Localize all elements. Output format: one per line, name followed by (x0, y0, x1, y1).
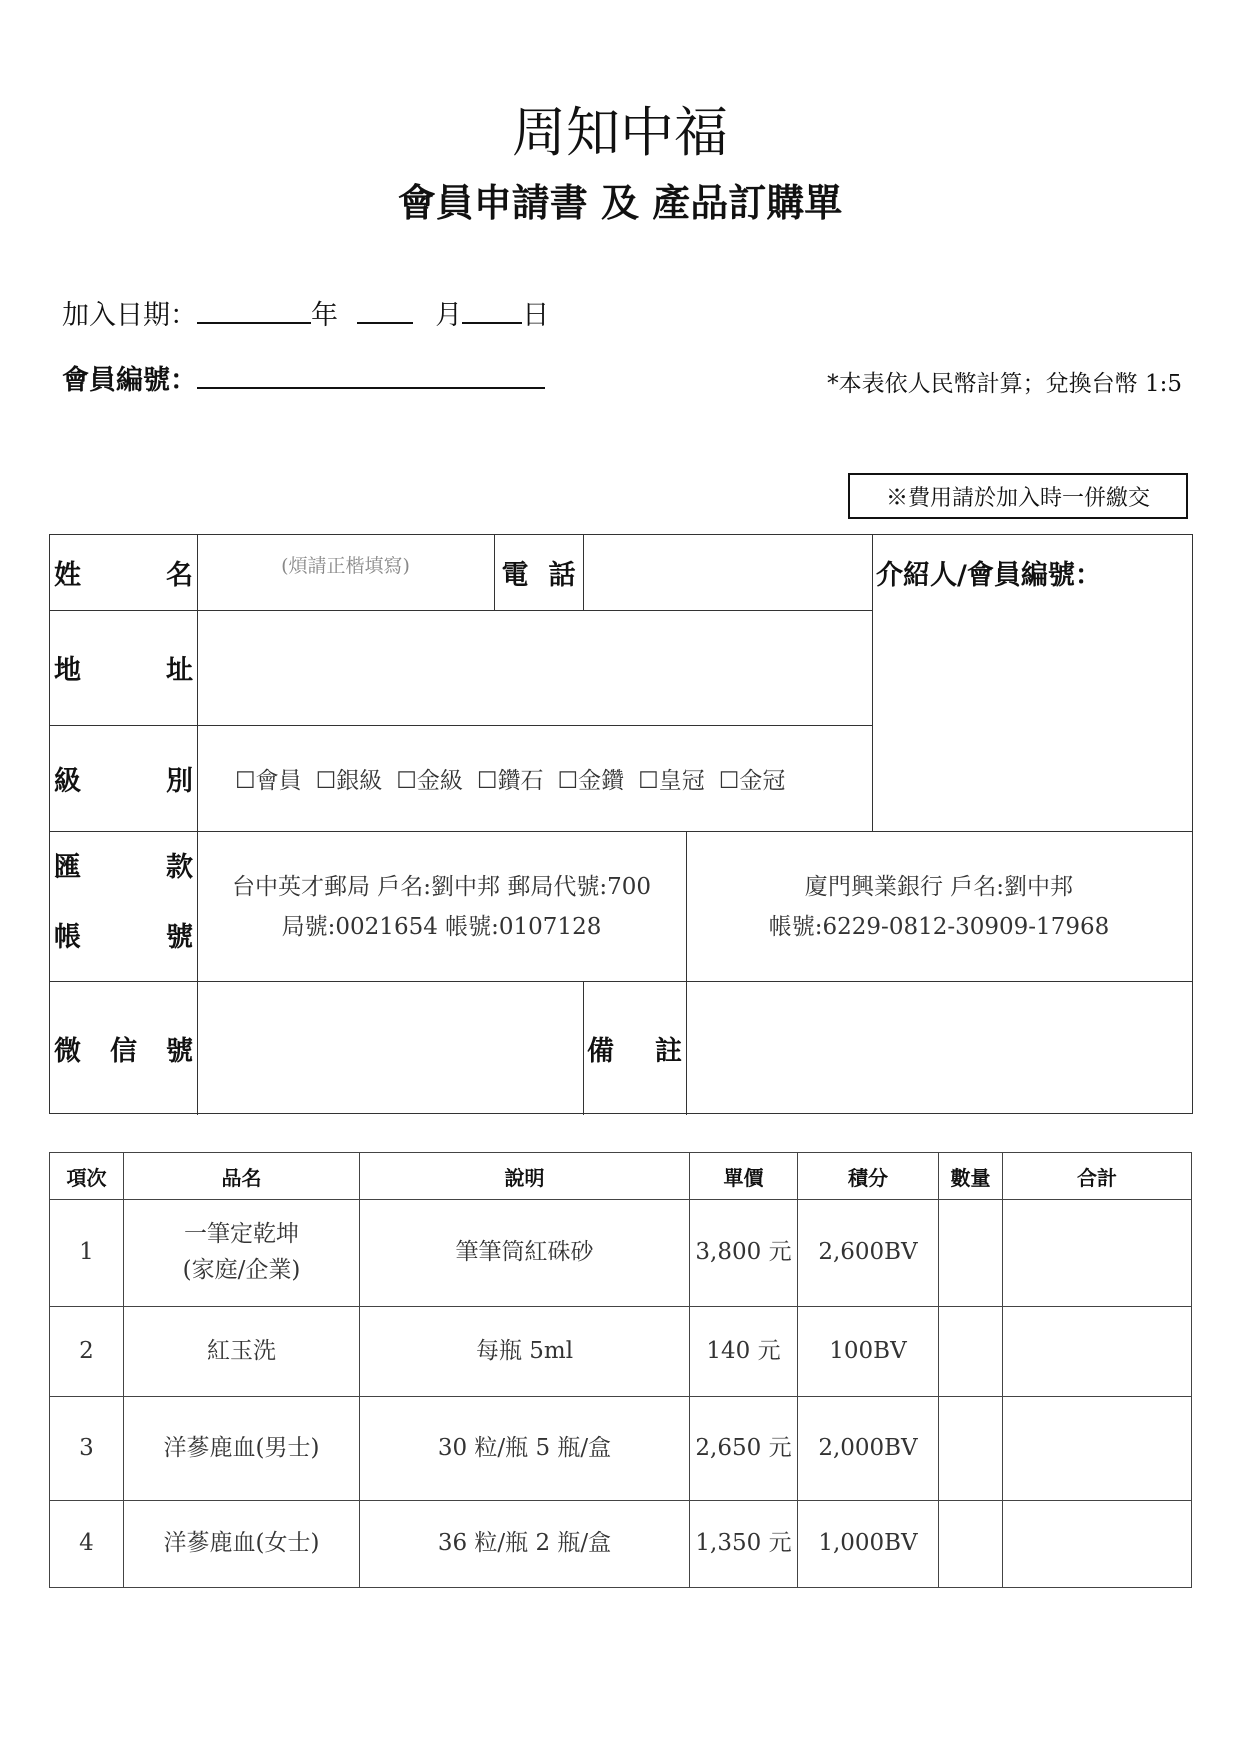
level-option-member[interactable]: ☐會員 (235, 767, 302, 794)
level-options (197, 725, 872, 831)
remark-label: 備 註 (587, 1035, 682, 1067)
name-field[interactable] (197, 535, 494, 610)
level-label: 級 別 (54, 765, 193, 797)
fee-notice-text: ※費用請於加入時一併繳交 (885, 485, 1150, 511)
year-blank[interactable] (197, 321, 311, 324)
cell-total[interactable] (1003, 1501, 1192, 1588)
wechat-field[interactable] (197, 981, 583, 1115)
remark-field[interactable] (686, 981, 1192, 1115)
cell-name: 洋蔘鹿血(女士) (124, 1501, 360, 1588)
post-office-line-2: 局號:0021654 帳號:0107128 (281, 914, 602, 940)
cell-no: 3 (50, 1397, 124, 1501)
join-date-line (62, 293, 549, 332)
cell-name: 洋蔘鹿血(男士) (124, 1397, 360, 1501)
cell-desc: 筆筆筒紅硃砂 (360, 1200, 690, 1307)
cell-no: 2 (50, 1307, 124, 1397)
referrer-field[interactable] (872, 535, 1192, 831)
cell-total[interactable] (1003, 1397, 1192, 1501)
cell-points: 2,600BV (798, 1200, 939, 1307)
cell-points: 1,000BV (798, 1501, 939, 1588)
page-title: 周知中福 (512, 101, 728, 164)
table-row (50, 1200, 1192, 1307)
cell-price: 3,800 元 (690, 1200, 798, 1307)
cell-points: 2,000BV (798, 1397, 939, 1501)
bank-line-2: 帳號:6229-0812-30909-17968 (768, 914, 1110, 940)
level-option-gold-crown[interactable]: ☐金冠 (718, 767, 786, 794)
address-field[interactable] (197, 610, 872, 725)
member-number-blank[interactable] (197, 386, 545, 389)
name-label: 姓 名 (54, 560, 193, 591)
year-label: 年 (311, 300, 338, 331)
join-date-label: 加入日期： (62, 300, 197, 331)
cell-price: 140 元 (690, 1307, 798, 1397)
month-blank[interactable] (357, 321, 413, 324)
cell-name: 一筆定乾坤 (家庭/企業) (124, 1200, 360, 1307)
table-row (50, 1501, 1192, 1588)
currency-note: *本表依人民幣計算；兌換台幣 1:5 (827, 371, 1182, 397)
page-subtitle: 會員申請書 及 產品訂購單 (397, 181, 843, 225)
cell-desc: 每瓶 5ml (360, 1307, 690, 1397)
phone-field[interactable] (583, 535, 872, 610)
level-option-crown[interactable]: ☐皇冠 (638, 767, 705, 794)
cell-no: 1 (50, 1200, 124, 1307)
table-row (50, 1307, 1192, 1397)
member-application-form (49, 534, 1193, 1114)
col-header-total: 合計 (1003, 1153, 1192, 1200)
cell-points: 100BV (798, 1307, 939, 1397)
cell-name: 紅玉洗 (124, 1307, 360, 1397)
table-header-row (50, 1153, 1192, 1200)
cell-qty[interactable] (939, 1307, 1003, 1397)
name-hint: (煩請正楷填寫) (281, 555, 410, 577)
col-header-no: 項次 (50, 1153, 124, 1200)
level-option-silver[interactable]: ☐銀級 (315, 767, 383, 794)
cell-desc: 30 粒/瓶 5 瓶/盒 (360, 1397, 690, 1501)
level-option-gold[interactable]: ☐金級 (396, 767, 463, 794)
col-header-points: 積分 (798, 1153, 939, 1200)
col-header-price: 單價 (690, 1153, 798, 1200)
member-number-label: 會員編號： (62, 365, 197, 396)
post-office-account (197, 831, 686, 981)
bank-line-1: 廈門興業銀行 戶名:劉中邦 (804, 874, 1074, 900)
cell-qty[interactable] (939, 1501, 1003, 1588)
level-option-gold-diamond[interactable]: ☐金鑽 (557, 767, 625, 794)
phone-label: 電 話 (501, 560, 576, 591)
col-header-qty: 數量 (939, 1153, 1003, 1200)
cell-total[interactable] (1003, 1307, 1192, 1397)
cell-price: 1,350 元 (690, 1501, 798, 1588)
cell-desc: 36 粒/瓶 2 瓶/盒 (360, 1501, 690, 1588)
remit-account-label: 匯 款 帳 號 (54, 852, 193, 953)
table-row (50, 1397, 1192, 1501)
col-header-desc: 說明 (360, 1153, 690, 1200)
cell-qty[interactable] (939, 1200, 1003, 1307)
level-option-diamond[interactable]: ☐鑽石 (476, 767, 544, 794)
col-header-name: 品名 (124, 1153, 360, 1200)
product-order-table (49, 1152, 1192, 1588)
bank-account (686, 831, 1192, 981)
wechat-label: 微 信 號 (54, 1035, 193, 1067)
cell-total[interactable] (1003, 1200, 1192, 1307)
day-blank[interactable] (462, 321, 522, 324)
cell-price: 2,650 元 (690, 1397, 798, 1501)
month-label: 月 (435, 300, 463, 331)
day-label: 日 (522, 300, 550, 331)
cell-qty[interactable] (939, 1397, 1003, 1501)
member-number-line (62, 358, 545, 397)
address-label: 地 址 (54, 655, 193, 686)
referrer-label: 介紹人/會員編號： (876, 560, 1102, 591)
fee-notice-box (848, 473, 1188, 519)
cell-no: 4 (50, 1501, 124, 1588)
post-office-line-1: 台中英才郵局 戶名:劉中邦 郵局代號:700 (231, 874, 652, 900)
